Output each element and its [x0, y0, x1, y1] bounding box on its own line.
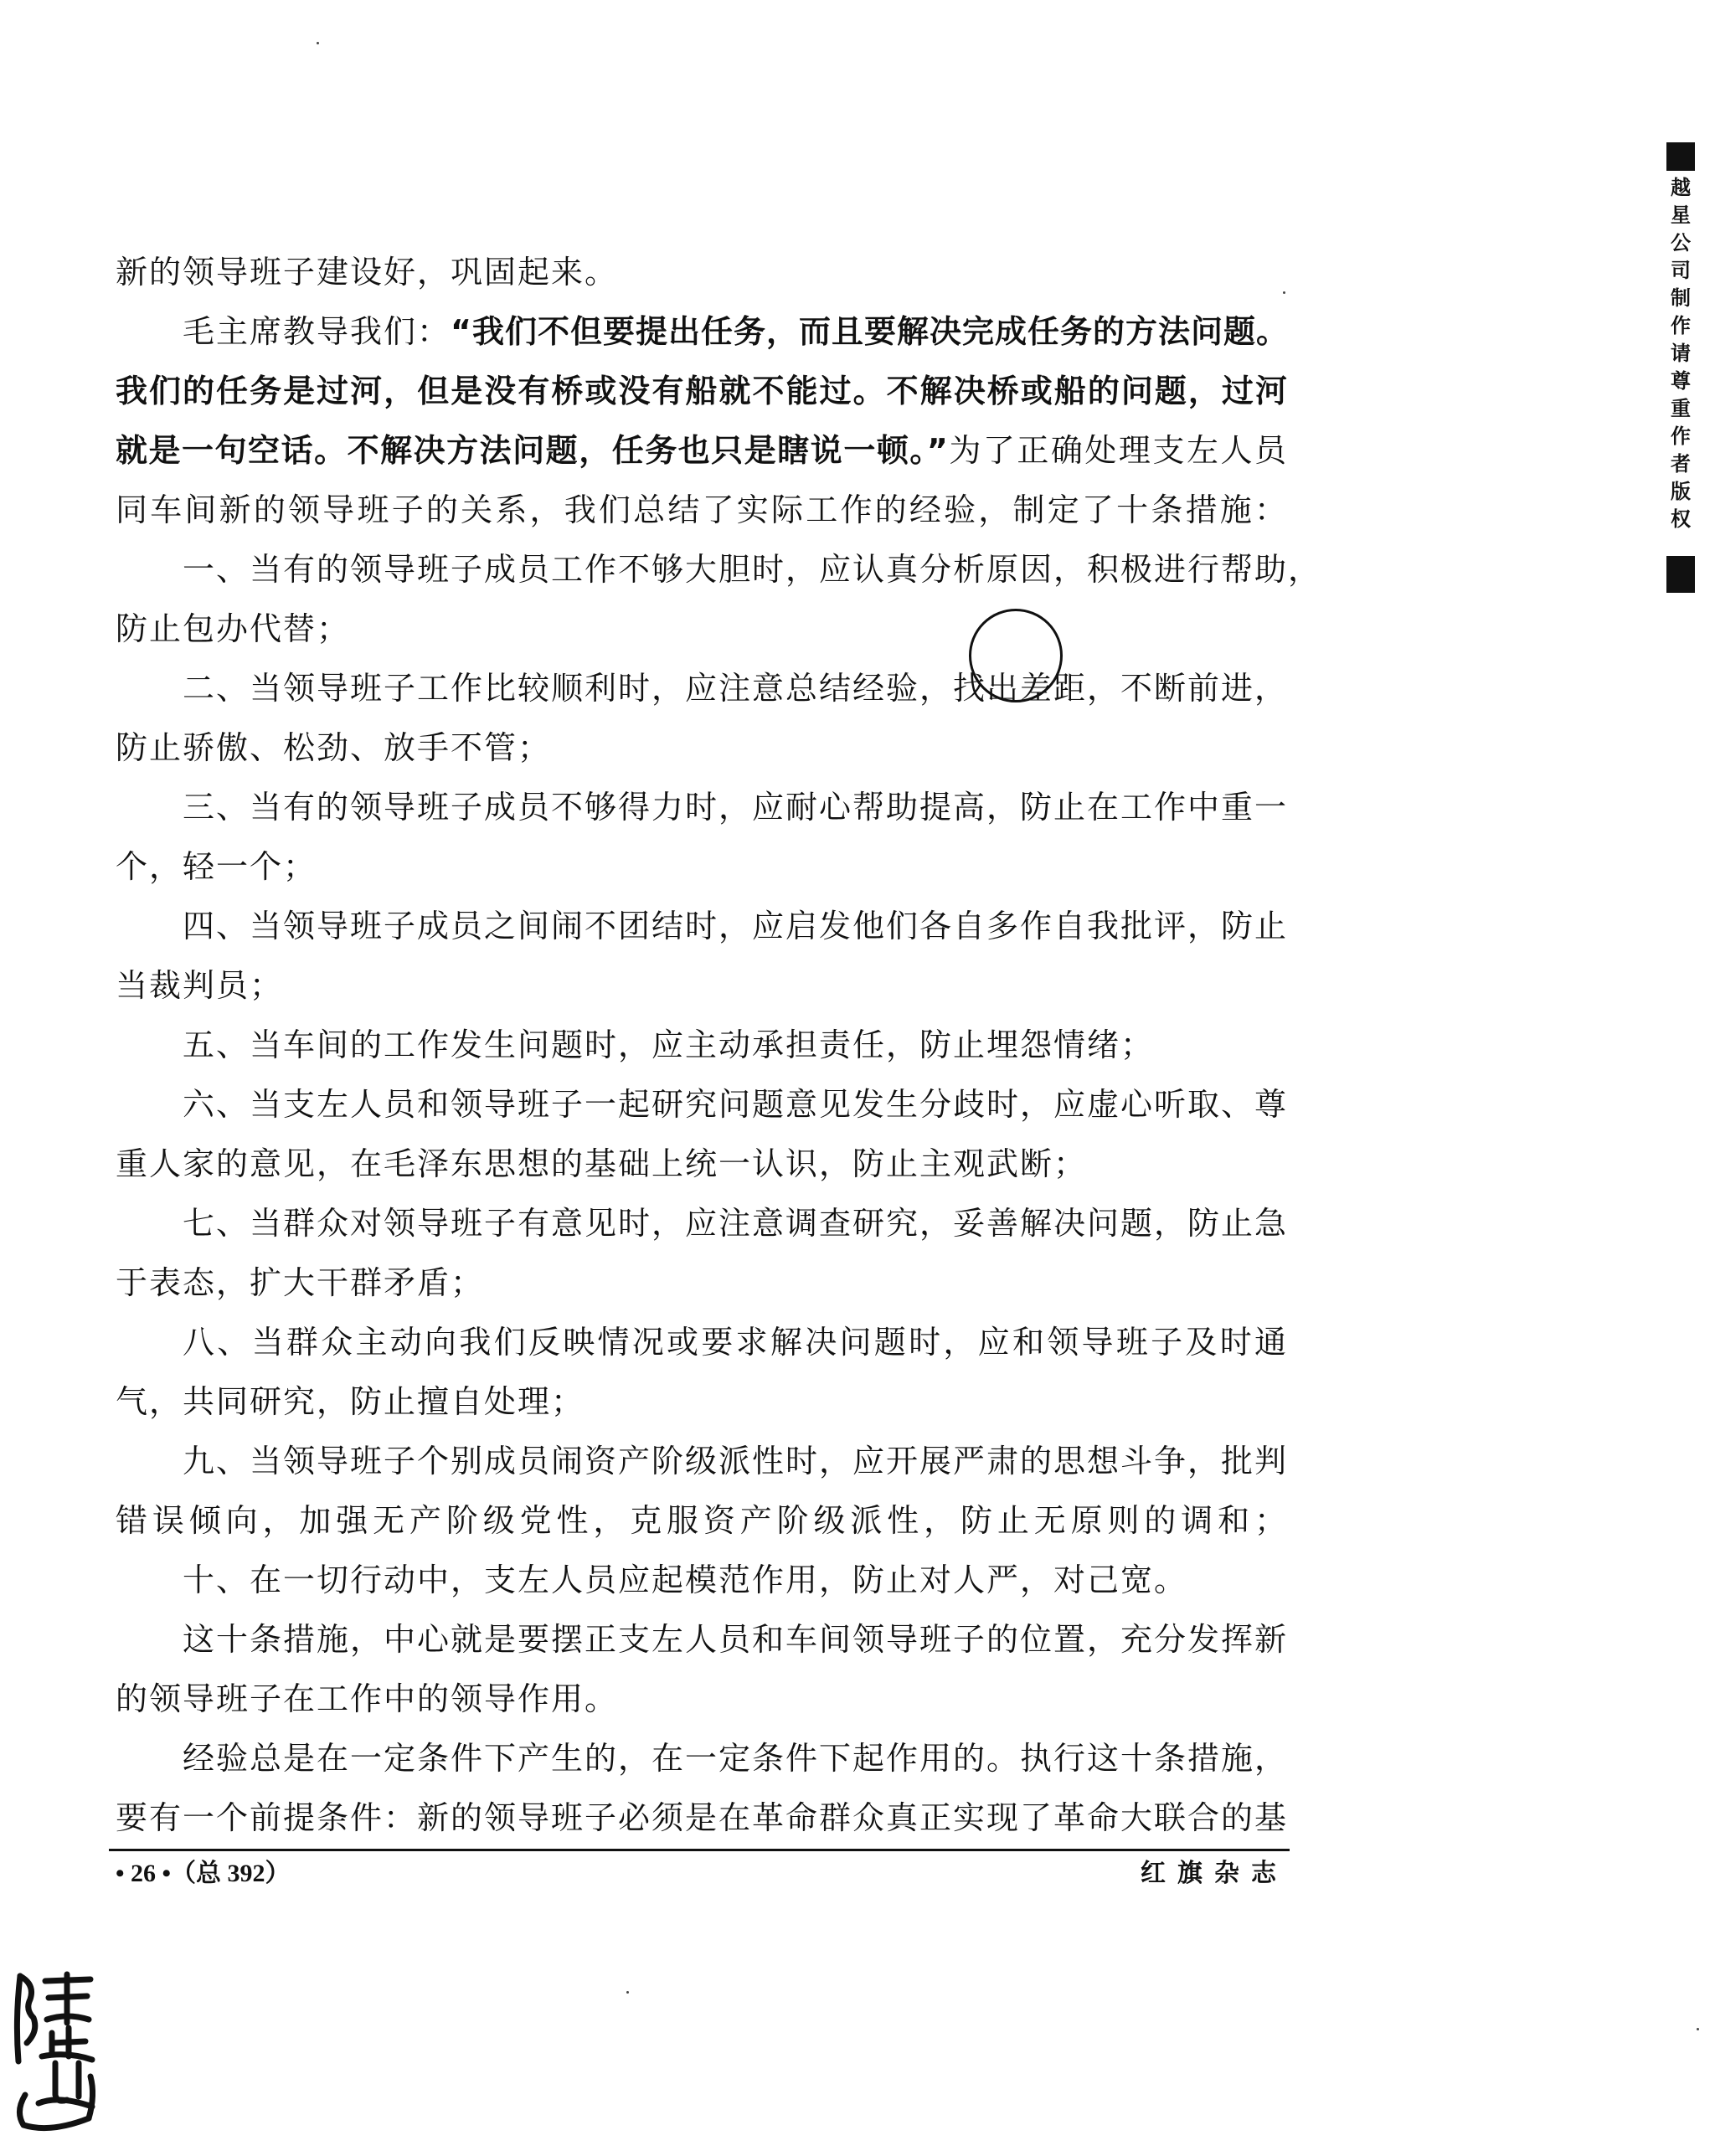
notice-bar-top	[1666, 142, 1695, 171]
text-line: 防止包办代替；	[116, 610, 351, 647]
text-line	[116, 302, 1288, 361]
text-line: 三、当有的领导班子成员不够得力时，应耐心帮助提高，防止在工作中重一	[183, 789, 1289, 826]
text-line: 六、当支左人员和领导班子一起研究问题意见发生分歧时，应虚心听取、尊	[183, 1086, 1289, 1123]
text-line: 当裁判员；	[116, 967, 284, 1004]
quote-segment: 我们的任务是过河，但是没有桥或没有船就不能过。不解决桥或船的问题，过河	[116, 373, 1288, 409]
footer-rule	[109, 1849, 1290, 1851]
text-line: 错误倾向，加强无产阶级党性，克服资产阶级派性，防止无原则的调和；	[116, 1502, 1288, 1539]
text-line	[116, 362, 1288, 420]
notice-bar-bottom	[1666, 556, 1695, 593]
text-line: 的领导班子在工作中的领导作用。	[116, 1680, 619, 1717]
text-line: 于表态，扩大干群矛盾；	[116, 1264, 485, 1301]
text-line: 要有一个前提条件：新的领导班子必须是在革命群众真正实现了革命大联合的基	[116, 1799, 1289, 1836]
text-line: 经验总是在一定条件下产生的，在一定条件下起作用的。执行这十条措施，	[183, 1740, 1289, 1777]
text-line: 八、当群众主动向我们反映情况或要求解决问题时，应和领导班子及时通	[183, 1324, 1288, 1361]
scan-speck	[317, 42, 319, 44]
text-line: 同车间新的领导班子的关系，我们总结了实际工作的经验，制定了十条措施：	[116, 491, 1288, 528]
text-line: 这十条措施，中心就是要摆正支左人员和车间领导班子的位置，充分发挥新	[183, 1621, 1289, 1658]
copyright-notice: 越 星 公 司 制 作 请 尊 重 作 者 版 权	[1671, 176, 1691, 531]
scan-speck	[626, 1991, 629, 1994]
text-line	[116, 421, 1288, 480]
text-line: 新的领导班子建设好，巩固起来。	[116, 254, 619, 291]
publication-name: 红旗杂志	[1141, 1859, 1288, 1888]
text-line: 七、当群众对领导班子有意见时，应注意调查研究，妥善解决问题，防止急	[183, 1205, 1289, 1242]
scan-speck	[1697, 2028, 1699, 2030]
text-segment: 为了正确处理支左人员	[948, 432, 1288, 469]
circle-annotation	[969, 609, 1063, 702]
text-segment: 毛主席教导我们：	[183, 313, 451, 350]
scan-speck	[1283, 291, 1285, 294]
text-line: 气，共同研究，防止擅自处理；	[116, 1383, 585, 1420]
text-line: 重人家的意见，在毛泽东思想的基础上统一认识，防止主观武断；	[116, 1145, 1088, 1182]
quote-segment: “我们不但要提出任务，而且要解决完成任务的方法问题。	[451, 313, 1289, 350]
text-line: 九、当领导班子个别成员闹资产阶级派性时，应开展严肃的思想斗争，批判	[183, 1443, 1289, 1479]
text-line: 五、当车间的工作发生问题时，应主动承担责任，防止埋怨情绪；	[183, 1027, 1155, 1063]
page-number: • 26 •（总 392）	[116, 1860, 291, 1887]
text-line: 四、当领导班子成员之间闹不团结时，应启发他们各自多作自我批评，防止	[183, 908, 1289, 944]
text-line: 十、在一切行动中，支左人员应起模范作用，防止对人严，对己宽。	[183, 1562, 1188, 1598]
seal-stamp	[8, 1969, 102, 2133]
text-line: 一、当有的领导班子成员工作不够大胆时，应认真分析原因，积极进行帮助，	[183, 551, 1322, 588]
quote-segment: 就是一句空话。不解决方法问题，任务也只是瞎说一顿。”	[116, 432, 949, 469]
text-line: 二、当领导班子工作比较顺利时，应注意总结经验，找出差距，不断前进，	[183, 670, 1289, 707]
text-line: 个，轻一个；	[116, 848, 317, 885]
text-line: 防止骄傲、松劲、放手不管；	[116, 729, 552, 766]
